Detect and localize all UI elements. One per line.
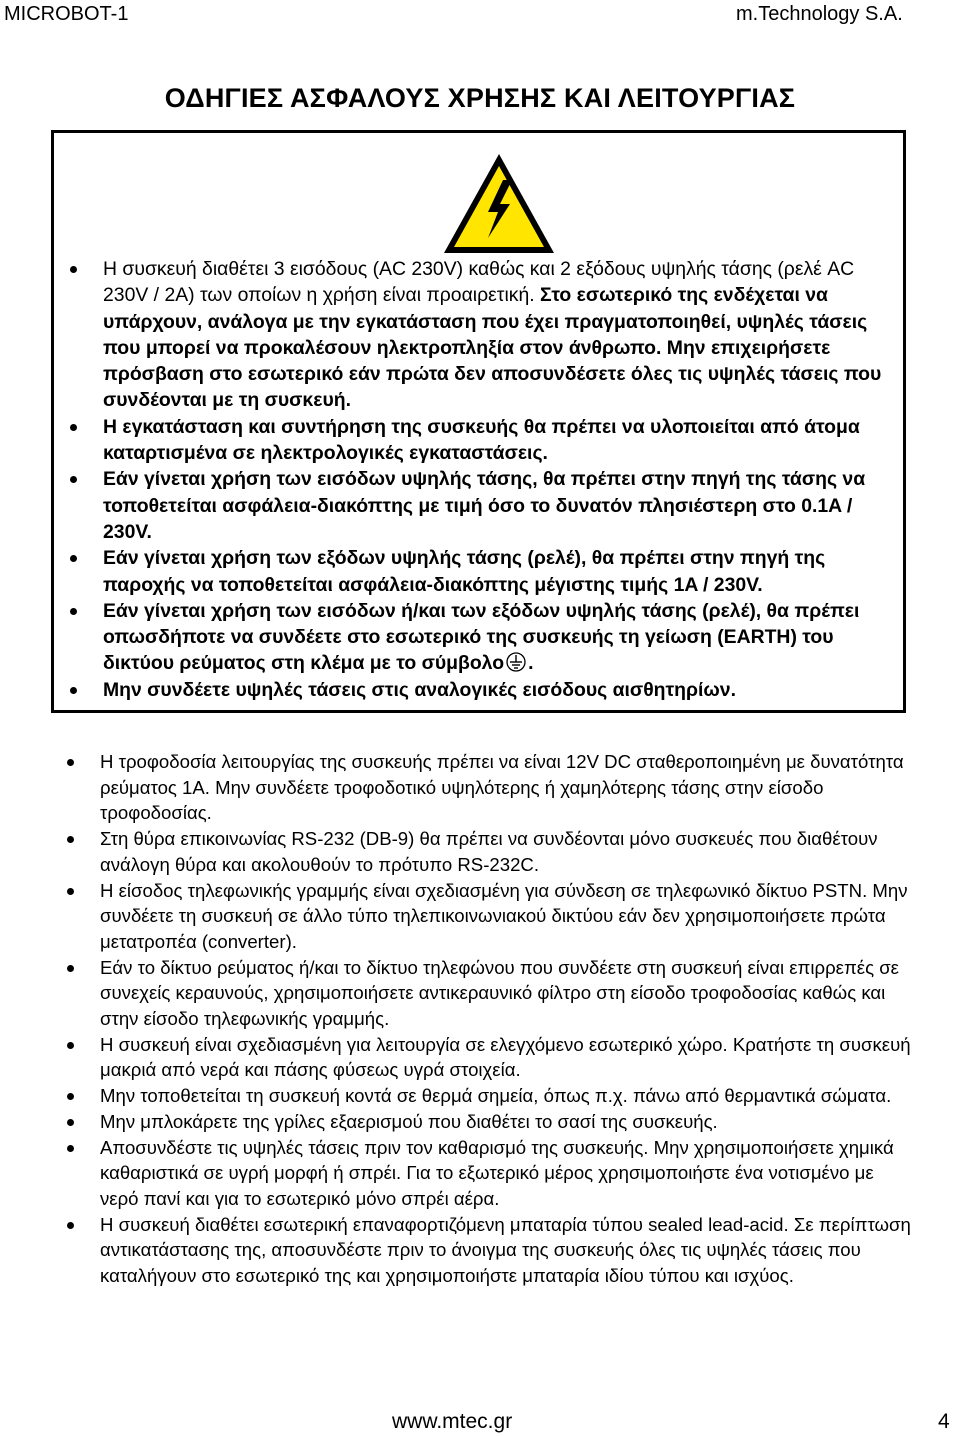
high-voltage-warning-sign-icon: [442, 152, 556, 256]
warning-list: [54, 256, 903, 703]
instruction-item: Η είσοδος τηλεφωνικής γραμμής είναι σχεδιασμένη για σύνδεση σε τηλεφωνικό δίκτυο PSTN. Μην συνδέετε τη συσκευή σε άλλο τύπο τηλεπικοινωνιακού δικτύου εάν δεν χρησιμοποιήσετε πρώτα μετατροπέα (converter).: [51, 878, 911, 955]
warning-item-emphasis: Στο εσωτερικό της ενδέχεται να υπάρχουν, ανάλογα με την εγκατάσταση που έχει πραγματοποιηθεί, υψηλές τάσεις που μπορεί να προκαλέσουν ηλεκτροπληξία στον άνθρωπο. Μην επιχειρήσετε πρόσβαση στο εσωτερικό εάν πρώτα δεν αποσυνδέσετε όλες τις υψηλές τάσεις που συνδέονται με τη συσκευή.: [103, 284, 882, 412]
instruction-item: Η συσκευή διαθέτει εσωτερική επαναφορτιζόμενη μπαταρία τύπου sealed lead-acid. Σε περίπτωση αντικατάστασης της, αποσυνδέστε πριν το άνοιγμα της συσκευής όλες τις υψηλές τάσεις που καταλήγουν στο εσωτερικό της και χρησιμοποιήστε μπαταρία ιδίου τύπου και ισχύος.: [51, 1212, 911, 1289]
instruction-item: Εάν το δίκτυο ρεύματος ή/και το δίκτυο τηλεφώνου που συνδέετε στη συσκευή είναι επιρρεπές σε συνεχείς κεραυνούς, χρησιμοποιήσετε αντικεραυνικό φίλτρο στη είσοδο τροφοδοσίας καθώς και στην είσοδο τηλεφωνικής γραμμής.: [51, 955, 911, 1032]
instruction-item: Αποσυνδέστε τις υψηλές τάσεις πριν τον καθαρισμό της συσκευής. Μην χρησιμοποιήσετε χημικά καθαριστικά σε υγρή μορφή ή σπρέι. Για το εξωτερικό μέρος χρησιμοποιήστε ένα νοτισμένο με νερό πανί και για το εσωτερικό μόνο σπρέι αέρα.: [51, 1135, 911, 1212]
footer-page-number: 4: [938, 1410, 950, 1433]
warning-item: [54, 256, 903, 414]
warning-item: Εάν γίνεται χρήση των εισόδων υψηλής τάσης, θα πρέπει στην πηγή της τάσης να τοποθετείται ασφάλεια-διακόπτης με τιμή όσο το δυνατόν πλησιέστερη στο 0.1A / 230V.: [54, 466, 903, 545]
warning-item: Μην συνδέετε υψηλές τάσεις στις αναλογικές εισόδους αισθητηρίων.: [54, 677, 903, 703]
warning-item-text: Η συσκευή διαθέτει 3 εισόδους (AC 230V) καθώς και 2 εξόδους υψηλής τάσης (ρελέ AC 230V / 2A) των οποίων η χρήση είναι προαιρετική.: [103, 258, 855, 307]
instruction-item: Η συσκευή είναι σχεδιασμένη για λειτουργία σε ελεγχόμενο εσωτερικό χώρο. Κρατήστε τη συσκευή μακριά από νερά και πάσης φύσεως υγρά στοιχεία.: [51, 1032, 911, 1083]
earth-ground-icon: [506, 652, 526, 672]
header-company-name: m.Technology S.A.: [736, 3, 903, 25]
instruction-item: Στη θύρα επικοινωνίας RS-232 (DB-9) θα πρέπει να συνδέονται μόνο συσκευές που διαθέτουν ανάλογη θύρα και ακολουθούν το πρότυπο RS-232C.: [51, 826, 911, 877]
warning-item-text: Εάν γίνεται χρήση των εισόδων ή/και των εξόδων υψηλής τάσης (ρελέ), θα πρέπει οπωσδήποτε να συνδέετε στο εσωτερικό της συσκευής τη γείωση (EARTH) του δικτύου ρεύματος στη κλέμα με το σύμβολο: [103, 599, 860, 675]
page-title: ΟΔΗΓΙΕΣ ΑΣΦΑΛΟΥΣ ΧΡΗΣΗΣ ΚΑΙ ΛΕΙΤΟΥΡΓΙΑΣ: [164, 83, 796, 113]
warning-item-end: .: [528, 652, 534, 675]
warning-item: [54, 598, 903, 677]
warning-item: Εάν γίνεται χρήση των εξόδων υψηλής τάσης (ρελέ), θα πρέπει στην πηγή της παροχής να τοποθετείται ασφάλεια-διακόπτης μέγιστης τιμής 1A / 230V.: [54, 545, 903, 598]
instructions-list: [51, 749, 911, 1289]
instruction-item: Μην μπλοκάρετε της γρίλες εξαερισμού που διαθέτει το σασί της συσκευής.: [51, 1109, 911, 1135]
warning-item: Η εγκατάσταση και συντήρηση της συσκευής θα πρέπει να υλοποιείται από άτομα καταρτισμένα σε ηλεκτρολογικές εγκαταστάσεις.: [54, 414, 903, 467]
header-product-name: MICROBOT-1: [4, 3, 129, 25]
safety-warning-box: [51, 130, 906, 713]
footer-website-link[interactable]: www.mtec.gr: [392, 1410, 513, 1433]
instruction-item: Μην τοποθετείται τη συσκευή κοντά σε θερμά σημεία, όπως π.χ. πάνω από θερμαντικά σώματα.: [51, 1083, 911, 1109]
instruction-item: Η τροφοδοσία λειτουργίας της συσκευής πρέπει να είναι 12V DC σταθεροποιημένη με δυνατότητα ρεύματος 1A. Μην συνδέετε τροφοδοτικό υψηλότερης ή χαμηλότερης τάσης στην είσοδο τροφοδοσίας.: [51, 749, 911, 826]
